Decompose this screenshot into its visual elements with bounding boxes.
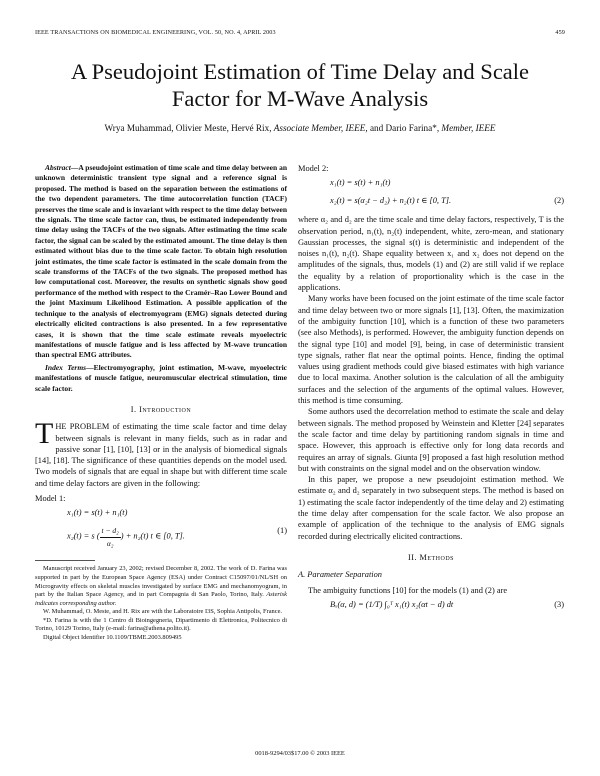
body-paragraph: Some authors used the decorrelation method to estimate the scale and delay between signals. The method proposed by Weinstein and Kletter [24] separates the scale factor and time delay by partitioning random signals in time and space. However, this approach is effective only for long data records and requires an array of signals. Giunta [9] proposed a fast high resolution method but with constraints on the signal model and on the observation window. [298,407,564,473]
section-numeral: I. [130,404,140,414]
footnote-affiliation-2: *D. Farina is with the 1 Centro di Bioingegneria, Dipartimento di Elettronica, Politecnico di Torino, 10129 Torino, Italy (e-mail: farina@athena.polito.it). [35,616,287,633]
abstract-text: —A pseudojoint estimation of time scale and time delay between an unknown deterministic transient type signal and a reference signal is proposed. The method is based on the separation between the estimations of the two dependent parameters. The time autocorrelation function (TACF) preserves the time scale and is invariant with respect to the time delay between the signals. The time scale factor can, thus, be estimated independently from time delay using the TACFs of the two signals. After estimating the time scale factor, the signal can be scaled by the estimated amount. The time delay is then estimated without bias due to the time scale factor. To obtain high resolution joint estimates, the time scale factor is estimated in the scale domain from the scale transforms of the TACFs of the two signals. The proposed method has low computational cost. Moreover, the results on synthetic signals show good performance of the method with respect to the Cramér–Rao Lower Bound and the joint Maximum Likelihood Estimation. A possible application of the technique to the analysis of electromyogram (EMG) signals detected during electrically elicited contractions is also presented. In a few representative cases, it is shown that the time scale estimate reveals myoelectric manifestations of muscle fatigue and is less affected by M-wave truncation than spectral EMG attributes. [35,163,287,360]
equation-number-2: (2) [554,196,564,206]
index-terms [35,363,287,394]
drop-cap: T [35,417,54,451]
body-paragraph: In this paper, we propose a new pseudojoint estimation method. We estimate α₂ and d₂ separately in two subsequent steps. The method is based on 1) estimating the scale factor independently of the time delay and 2) estimating the time delay after compensation for the scale factor. We also propose an example of application of the technique to the analysis of EMG signals recorded during electrically elicited contractions. [298,475,564,541]
title-line-2: Factor for M-Wave Analysis [171,86,429,111]
author-names: Wrya Muhammad, Olivier Meste, Hervé Rix, [104,123,274,133]
equation-1b-fraction [100,525,121,549]
subsection-heading: A. Parameter Separation [298,570,382,580]
journal-header: IEEE TRANSACTIONS ON BIOMEDICAL ENGINEERING, VOL. 50, NO. 4, APRIL 2003 [35,29,276,36]
author-list [0,123,600,133]
copyright-footer: 0018-9294/03$17.00 © 2003 IEEE [255,750,345,757]
equation-1b-post: + n₂(t) t ∈ [0, T]. [125,532,185,542]
footnote-doi: Digital Object Identifier 10.1109/TBME.2003.809495 [43,634,182,642]
model-1-label: Model 1: [35,494,66,504]
equation-number-1: (1) [277,526,287,536]
body-paragraph: Many works have been focused on the joint estimate of the time scale factor and time delay between two or more signals [1], [13]. Often, the maximization of the ambiguity function [10], which is a function of these two parameters (see also Methods), is performed. However, the ambiguity function depends on the signal type [10] and model [9], being, in case of deterministic transient type signals, rather flat near the optimal points. Hence, finding the optimal values using gradient methods could give biased estimates with high variance due to local maxima. Another solution is the calculation of all the ambiguity surfaces and the selection of the arguments of the optimal values. However, this method is time consuming. [298,294,564,406]
model-2-label: Model 2: [298,164,329,173]
body-paragraph: where α₂ and d₂ are the time scale and time delay factors, respectively, T is the observation period, n₁(t), n₂(t) independent, white, zero-mean, and stationary Gaussian processes, the signal s(t) is deterministic and independent of the noises n₁(t), n₂(t). Shape equality between x₁ and x₂ does not depend on the amplitudes of the signals, thus, models (1) and (2) are still valid if we replace the equality by a relation of proportionality which is the case in the applications. [298,215,564,293]
abstract [35,163,287,361]
index-terms-text: —Electromyography, joint estimation, M-wave, myoelectric manifestations of muscle fatigue, neuromuscular electrical stimulation, time scale factor. [35,362,287,393]
title-line-1: A Pseudojoint Estimation of Time Delay and Scale [70,59,530,84]
section-title: Introduction [139,404,192,414]
equation-3 [298,596,564,616]
equation-2a-expr: x₁(t) = s(t) + n₁(t) [330,178,391,188]
paper-title [0,58,600,112]
author-names-2: and Dario Farina*, [367,123,442,133]
body-paragraph: The ambiguity functions [10] for the models (1) and (2) are [308,585,508,595]
equation-1a [35,504,287,522]
footnote-affiliation-1: W. Muhammad, O. Meste, and H. Rix are with the Laboratoire I3S, Sophia Antipolis, France. [43,608,283,616]
equation-2b [298,192,564,210]
equation-1b-expr: x₂(t) = s ( $\frac{\text{t − d₂}}{\text{α₂}}$ ) + n₂(t) t ∈ [0, T]. [67,526,185,548]
equation-1b [35,522,287,548]
section-title: Methods [419,552,454,562]
equation-2a [298,174,564,192]
author-role-1: Associate Member, IEEE, [273,123,368,133]
fraction-numerator: t − d₂ [100,525,121,537]
fraction-denominator: α₂ [106,538,114,548]
footnote-manuscript [35,565,287,608]
equation-number-3: (3) [554,599,564,609]
intro-text: HE PROBLEM of estimating the time scale factor and time delay between signals is relevant in many fields, such as in radar and passive sonar [1], [10], [13] or in the analysis of biomedical signals [14], [18]. The significance of these quantities depends on the model used. Two models of signals that are equal in shape but with different time scale and time delay factors are given in the following: [35,422,287,488]
right-column [298,163,564,616]
intro-paragraph [35,417,287,489]
author-role-2: Member, IEEE [441,123,496,133]
page-number: 459 [555,29,565,36]
equation-3-expr: Bₓ(α, d) = (1/T) ∫₀ᵀ x₁(t) x₂(αt − d) dt [330,599,454,609]
equation-1a-expr: x₁(t) = s(t) + n₁(t) [67,508,128,518]
section-heading-introduction [35,404,287,415]
footnote-asterisk-note: Asterisk indicates corresponding author. [35,591,287,607]
equation-1b-pre: x₂(t) = s [67,532,95,542]
section-numeral: II. [408,552,420,562]
index-terms-lead: Index Terms [45,362,87,372]
footnote-rule [35,560,95,561]
section-heading-methods [298,552,564,563]
abstract-lead: Abstract [45,163,71,172]
running-header [35,29,565,41]
left-column [35,163,287,643]
footnote-text: Manuscript received January 23, 2002; revised December 8, 2002. The work of D. Farina was supported in part by the European Space Agency (ESA) under Contract C15097/01/NL/SH on Microgravity effects on skeletal muscles investigated by surface EMG and mechanomyogram, in part by the Italian Space Agency, and in part Compagnia di San Paolo, Torino, Italy. [35,565,287,599]
equation-2b-expr: x₂(t) = s(α₂t − d₂) + n₂(t) t ∈ [0, T]. [330,196,452,206]
